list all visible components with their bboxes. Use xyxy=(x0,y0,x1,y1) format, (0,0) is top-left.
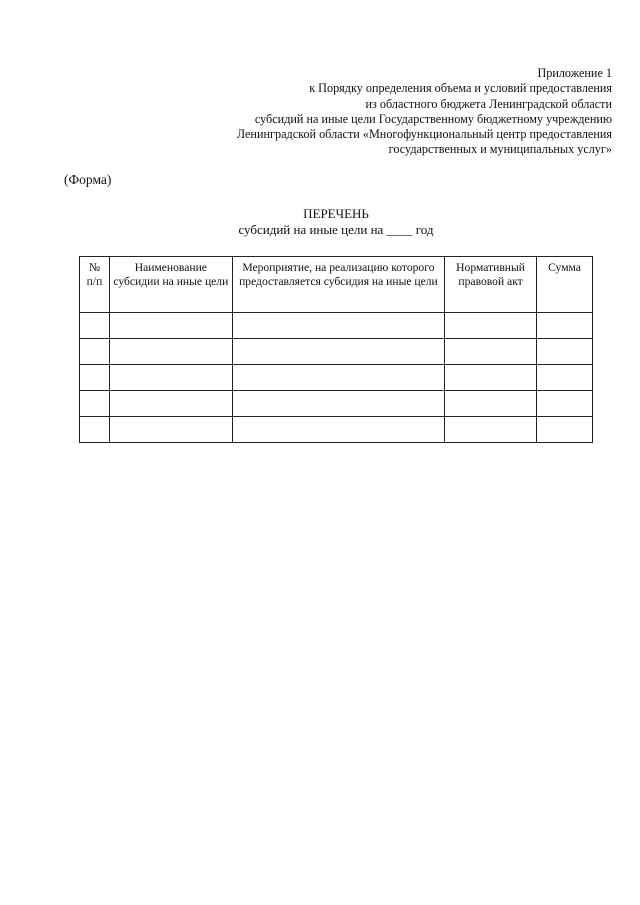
appendix-line: государственных и муниципальных услуг» xyxy=(388,142,612,157)
table-cell xyxy=(80,365,110,391)
table-cell xyxy=(109,365,232,391)
table-row xyxy=(80,313,593,339)
table-cell xyxy=(445,313,537,339)
table-row xyxy=(80,391,593,417)
table-cell xyxy=(537,417,593,443)
table-cell xyxy=(232,339,444,365)
col-header-number: № п/п xyxy=(80,257,110,313)
table-cell xyxy=(445,339,537,365)
table-cell xyxy=(109,417,232,443)
table-row xyxy=(80,365,593,391)
appendix-block xyxy=(142,66,612,158)
table-cell xyxy=(80,391,110,417)
table-cell xyxy=(232,391,444,417)
table-cell xyxy=(109,391,232,417)
table-cell xyxy=(445,417,537,443)
table-cell xyxy=(80,313,110,339)
appendix-line: из областного бюджета Ленинградской области xyxy=(365,96,612,111)
col-header-amount: Сумма xyxy=(537,257,593,313)
table-cell xyxy=(445,391,537,417)
table-cell xyxy=(537,391,593,417)
appendix-line: Ленинградской области «Многофункциональный центр предоставления xyxy=(236,127,612,142)
form-label: (Форма) xyxy=(64,172,112,187)
table-cell xyxy=(537,365,593,391)
table-row xyxy=(80,339,593,365)
appendix-line: субсидий на иные цели Государственному бюджетному учреждению xyxy=(254,111,612,126)
table-cell xyxy=(445,365,537,391)
table-cell xyxy=(537,313,593,339)
table-header-row xyxy=(80,257,593,313)
col-header-activity: Мероприятие, на реализацию которого предоставляется субсидия на иные цели xyxy=(232,257,444,313)
subsidies-table xyxy=(79,256,593,443)
table-cell xyxy=(109,339,232,365)
table-cell xyxy=(232,417,444,443)
table-row xyxy=(80,417,593,443)
appendix-line: к Порядку определения объема и условий предоставления xyxy=(309,81,612,96)
title-subheading: субсидий на иные цели на ____ год xyxy=(238,222,434,237)
table-cell xyxy=(232,313,444,339)
table-cell xyxy=(109,313,232,339)
table-cell xyxy=(537,339,593,365)
table-cell xyxy=(232,365,444,391)
col-header-subsidy-name: Наименование субсидии на иные цели xyxy=(109,257,232,313)
appendix-line: Приложение 1 xyxy=(537,66,612,80)
table-cell xyxy=(80,339,110,365)
title-heading: ПЕРЕЧЕНЬ xyxy=(303,206,369,221)
table-cell xyxy=(80,417,110,443)
col-header-legal-act: Нормативный правовой акт xyxy=(445,257,537,313)
document-title xyxy=(0,206,640,238)
